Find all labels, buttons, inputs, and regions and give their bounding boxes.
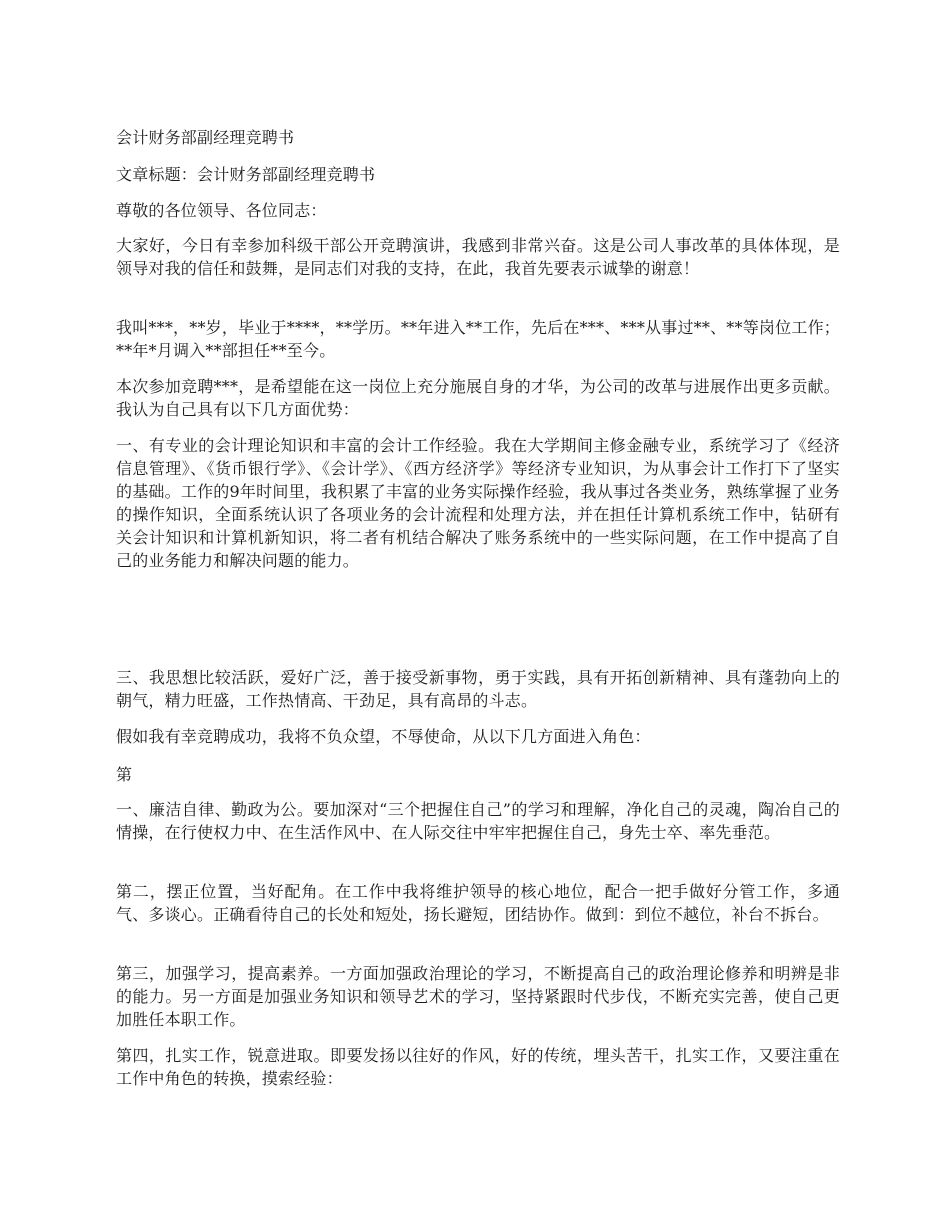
paragraph-advantage-three: 三、我思想比较活跃，爱好广泛，善于接受新事物，勇于实践，具有开拓创新精神、具有蓬勃向上的朝气，精力旺盛，工作热情高、干劲足，具有高昂的斗志。 <box>116 668 840 710</box>
document-title: 会计财务部副经理竞聘书 <box>116 128 295 147</box>
paragraph-commitment: 假如我有幸竞聘成功，我将不负众望，不辱使命，从以下几方面进入角色： <box>116 727 651 746</box>
article-title: 文章标题：会计财务部副经理竞聘书 <box>116 165 376 184</box>
greeting: 尊敬的各位领导、各位同志： <box>116 201 327 220</box>
paragraph-point-four: 第四，扎实工作，锐意进取。即要发扬以往好的作风，好的传统，埋头苦干，扎实工作，又要注重在工作中角色的转换，摸索经验： <box>116 1046 840 1088</box>
paragraph-advantage-one: 一、有专业的会计理论知识和丰富的会计工作经验。我在大学期间主修金融专业，系统学习了《经济信息管理》、《货币银行学》、《会计学》、《西方经济学》等经济专业知识，为从事会计工作打下了坚实的基础。工作的9年时间里，我积累了丰富的业务实际操作经验，我从事过各类业务，熟练掌握了业务的操作知识，全面系统认识了各项业务的会计流程和处理方法，并在担任计算机系统工作中，钻研有关会计知识和计算机新知识，将二者有机结合解决了账务系统中的一些实际问题，在工作中提高了自己的业务能力和解决问题的能力。 <box>116 436 840 570</box>
paragraph-purpose: 本次参加竞聘***，是希望能在这一岗位上充分施展自身的才华，为公司的改革与进展作出更多贡献。我认为自己具有以下几方面优势： <box>116 377 840 419</box>
paragraph-point-one: 一、廉洁自律、勤政为公。要加深对“三个把握住自己”的学习和理解，净化自己的灵魂，陶冶自己的情操，在行使权力中、在生活作风中、在人际交往中牢牢把握住自己，身先士卒、率先垂范。 <box>116 800 840 842</box>
paragraph-point-two: 第二，摆正位置，当好配角。在工作中我将维护领导的核心地位，配合一把手做好分管工作，多通气、多谈心。正确看待自己的长处和短处，扬长避短，团结协作。做到：到位不越位，补台不拆台。 <box>116 882 840 924</box>
paragraph-intro: 大家好，今日有幸参加科级干部公开竞聘演讲，我感到非常兴奋。这是公司人事改革的具体体现，是领导对我的信任和鼓舞，是同志们对我的支持，在此，我首先要表示诚挚的谢意！ <box>116 236 840 278</box>
paragraph-point-three: 第三，加强学习，提高素养。一方面加强政治理论的学习，不断提高自己的政治理论修养和明辨是非的能力。另一方面是加强业务知识和领导艺术的学习，坚持紧跟时代步伐，不断充实完善，使自己更加胜任本职工作。 <box>116 964 840 1029</box>
paragraph-fragment: 第 <box>116 765 133 784</box>
paragraph-self-introduction: 我叫***，**岁，毕业于****，**学历。**年进入**工作，先后在***、***从事过**、**等岗位工作；**年*月调入**部担任**至今。 <box>116 318 840 360</box>
